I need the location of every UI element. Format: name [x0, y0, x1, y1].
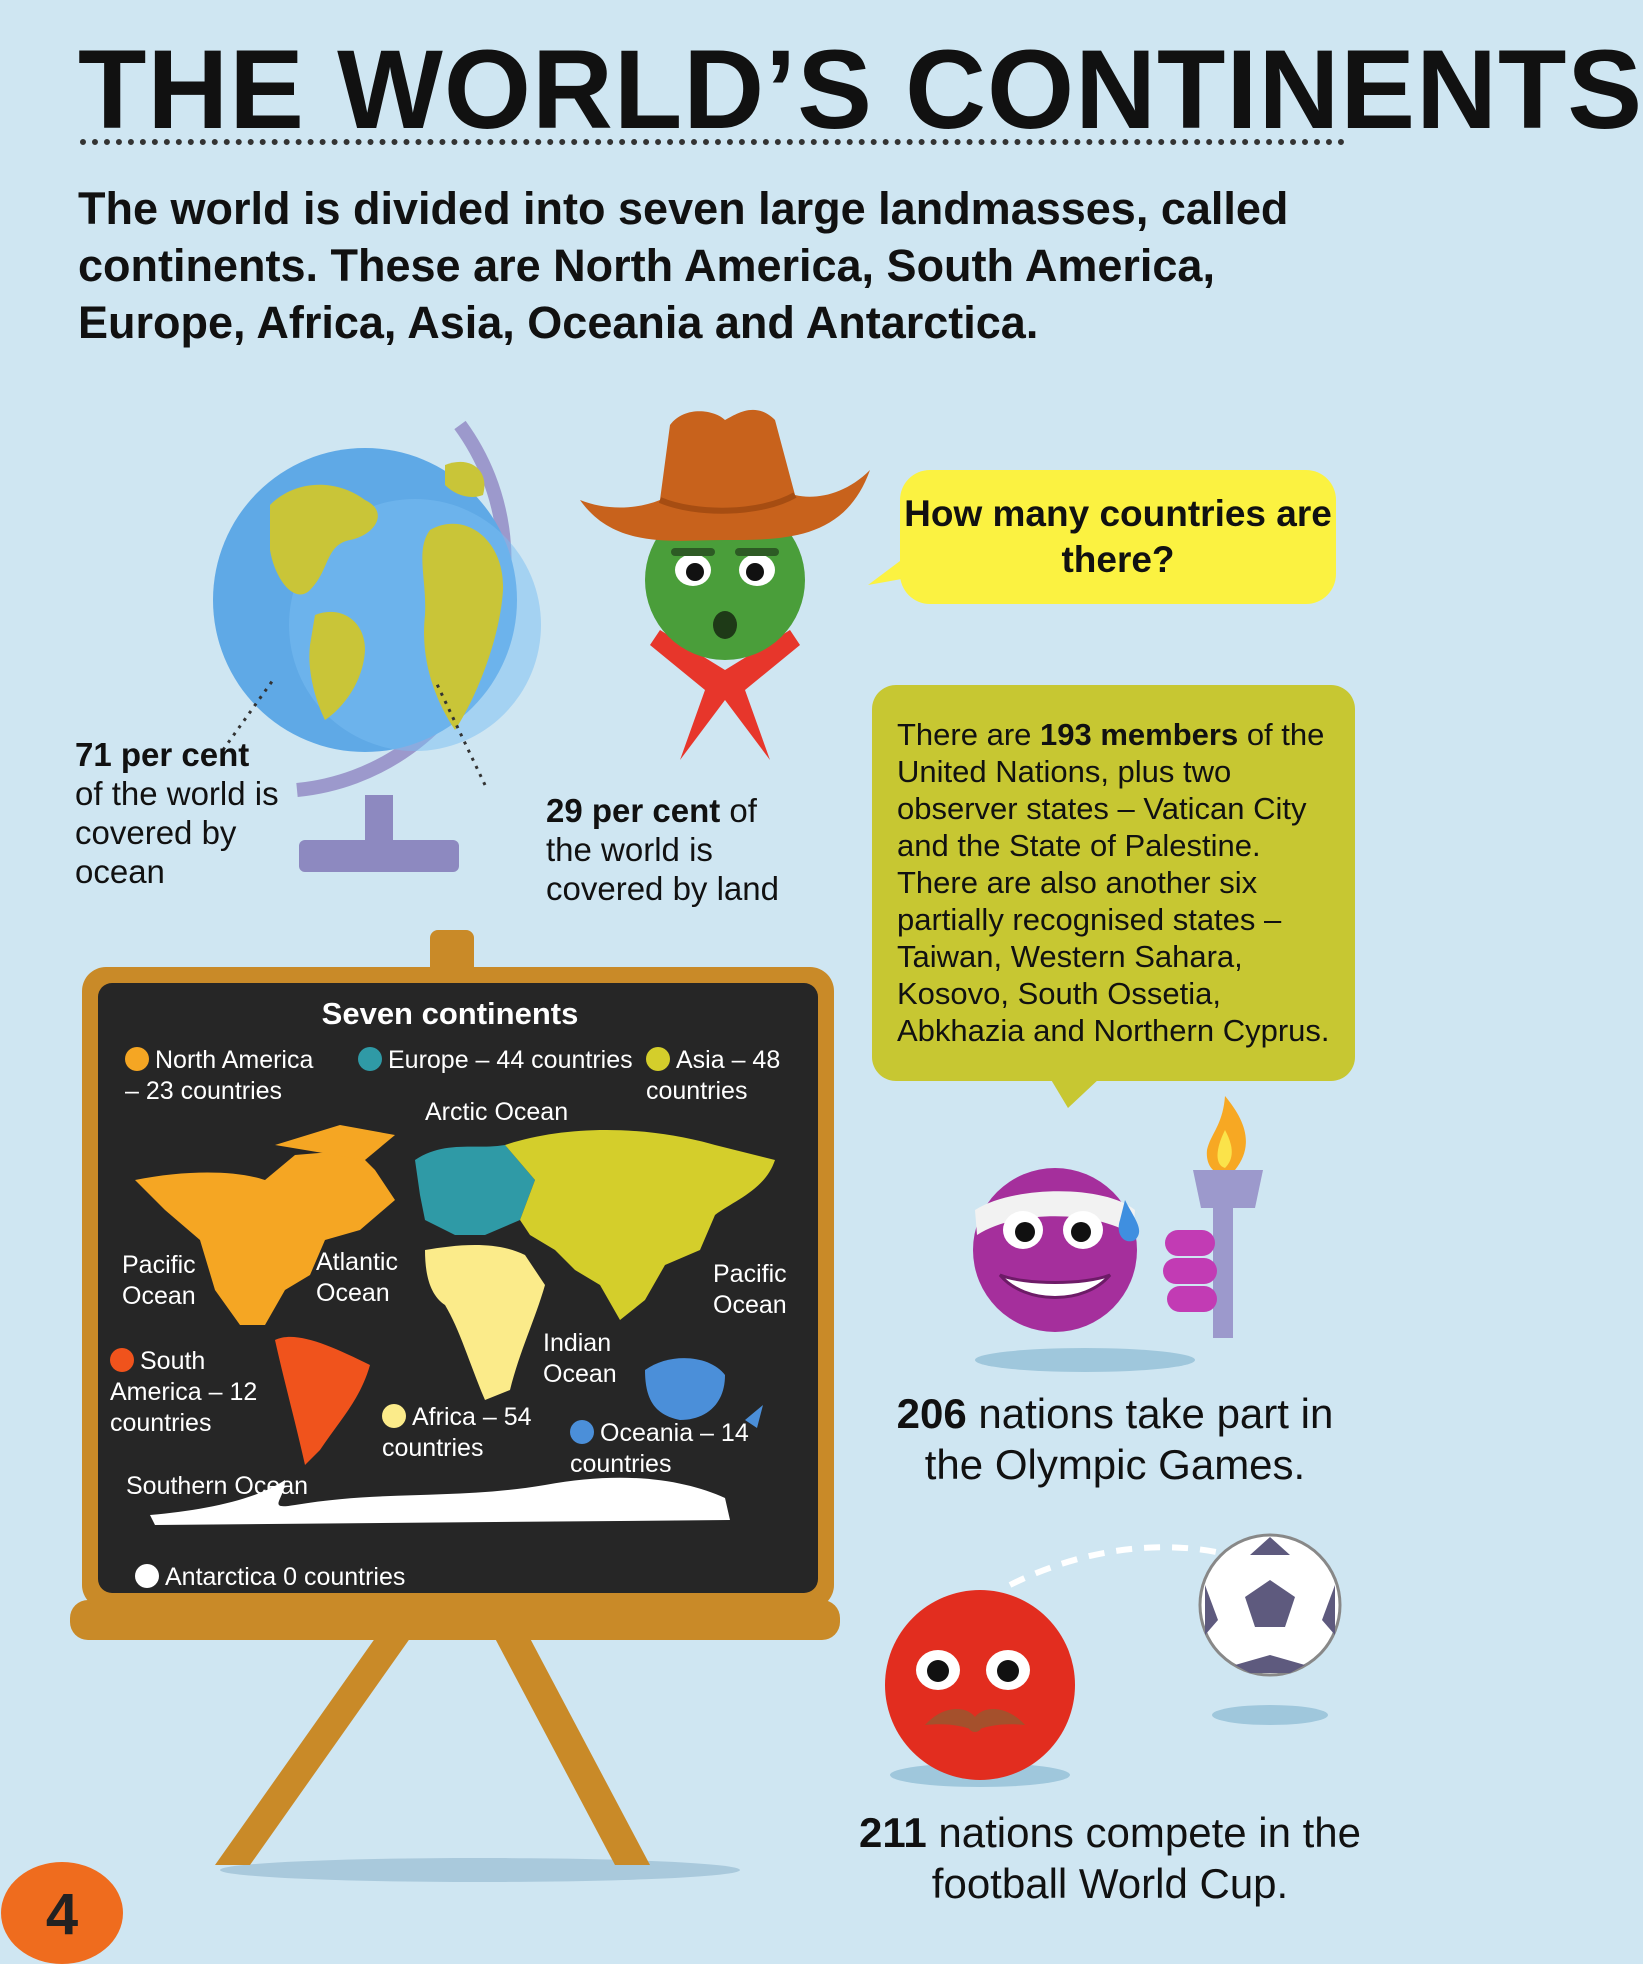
answer-pre: There are: [897, 717, 1041, 752]
world-cup-stat: [845, 1807, 1375, 1909]
land-percent: 29 per cent: [546, 792, 721, 829]
title-divider: [80, 139, 1345, 145]
legend-north-america: [125, 1045, 325, 1107]
legend-oceania: [570, 1418, 770, 1480]
moustache-emoji-icon: [885, 1590, 1075, 1780]
antarctica-label: Antarctica 0 countries: [165, 1563, 406, 1591]
pacific-ocean-west-label: Pacific Ocean: [122, 1251, 196, 1310]
ocean-fact: [75, 735, 305, 891]
land-fact-text: of the world is covered by land: [546, 792, 779, 907]
legend-europe: [358, 1045, 658, 1076]
question-bubble: [900, 470, 1336, 604]
asia-dot: [646, 1047, 670, 1071]
world-cup-number: 211: [858, 1809, 927, 1856]
indian-ocean-label: Indian Ocean: [543, 1329, 617, 1388]
africa-dot: [382, 1404, 406, 1428]
legend-asia: [646, 1045, 796, 1107]
answer-post: of the United Nations, plus two observer states – Vatican City and the State of Palestine. There are also another six partially recognised states – Taiwan, Western Sahara, Kosovo, South Ossetia, Abkhazia and Northern Cyprus.: [897, 717, 1330, 1048]
africa-label: Africa – 54 countries: [382, 1403, 532, 1462]
world-cup-illustration: [870, 1545, 1350, 1815]
board-title: Seven continents: [321, 996, 579, 1031]
land-fact: [546, 791, 806, 908]
olympic-text: nations take part in the Olympic Games.: [924, 1390, 1334, 1488]
north-america-dot: [125, 1047, 149, 1071]
ocean-fact-text: of the world is covered by ocean: [75, 775, 279, 890]
page-title: THE WORLD’S CONTINENTS: [78, 27, 1643, 152]
atlantic-ocean-label: Atlantic Ocean: [316, 1248, 398, 1307]
asia-label: Asia – 48 countries: [646, 1046, 781, 1105]
southern-ocean-label: Southern Ocean: [126, 1472, 309, 1500]
europe-dot: [358, 1047, 382, 1071]
arctic-ocean-label: Arctic Ocean: [425, 1098, 569, 1126]
oceania-dot: [570, 1420, 594, 1444]
oceania-label: Oceania – 14 countries: [570, 1419, 749, 1478]
europe-label: Europe – 44 countries: [388, 1046, 633, 1074]
legend-antarctica: [135, 1562, 535, 1593]
antarctica-dot: [135, 1564, 159, 1588]
legend-africa: [382, 1402, 542, 1464]
north-america-label: North America – 23 countries: [125, 1046, 314, 1105]
olympic-number: 206: [896, 1390, 967, 1437]
answer-highlight: 193 members: [1040, 717, 1239, 752]
page-number: 4: [1, 1862, 123, 1964]
pacific-ocean-east-label: Pacific Ocean: [713, 1260, 787, 1319]
olympic-stat: [870, 1388, 1360, 1490]
south-america-label: South America – 12 countries: [110, 1347, 258, 1437]
world-cup-text: nations compete in the football World Cup.: [926, 1809, 1362, 1907]
question-text: How many countries are there?: [904, 493, 1332, 580]
intro-text: The world is divided into seven large landmasses, called continents. These are North America, South America, Europe, Africa, Asia, Oceania and Antarctica.: [78, 183, 1289, 348]
cowboy-emoji-icon: [575, 400, 875, 770]
ocean-percent: 71 per cent: [75, 736, 250, 773]
south-america-dot: [110, 1348, 134, 1372]
legend-south-america: [110, 1346, 300, 1439]
answer-text: [897, 716, 1347, 1049]
football-icon: [1200, 1535, 1340, 1675]
torch-icon: [1155, 1090, 1275, 1350]
